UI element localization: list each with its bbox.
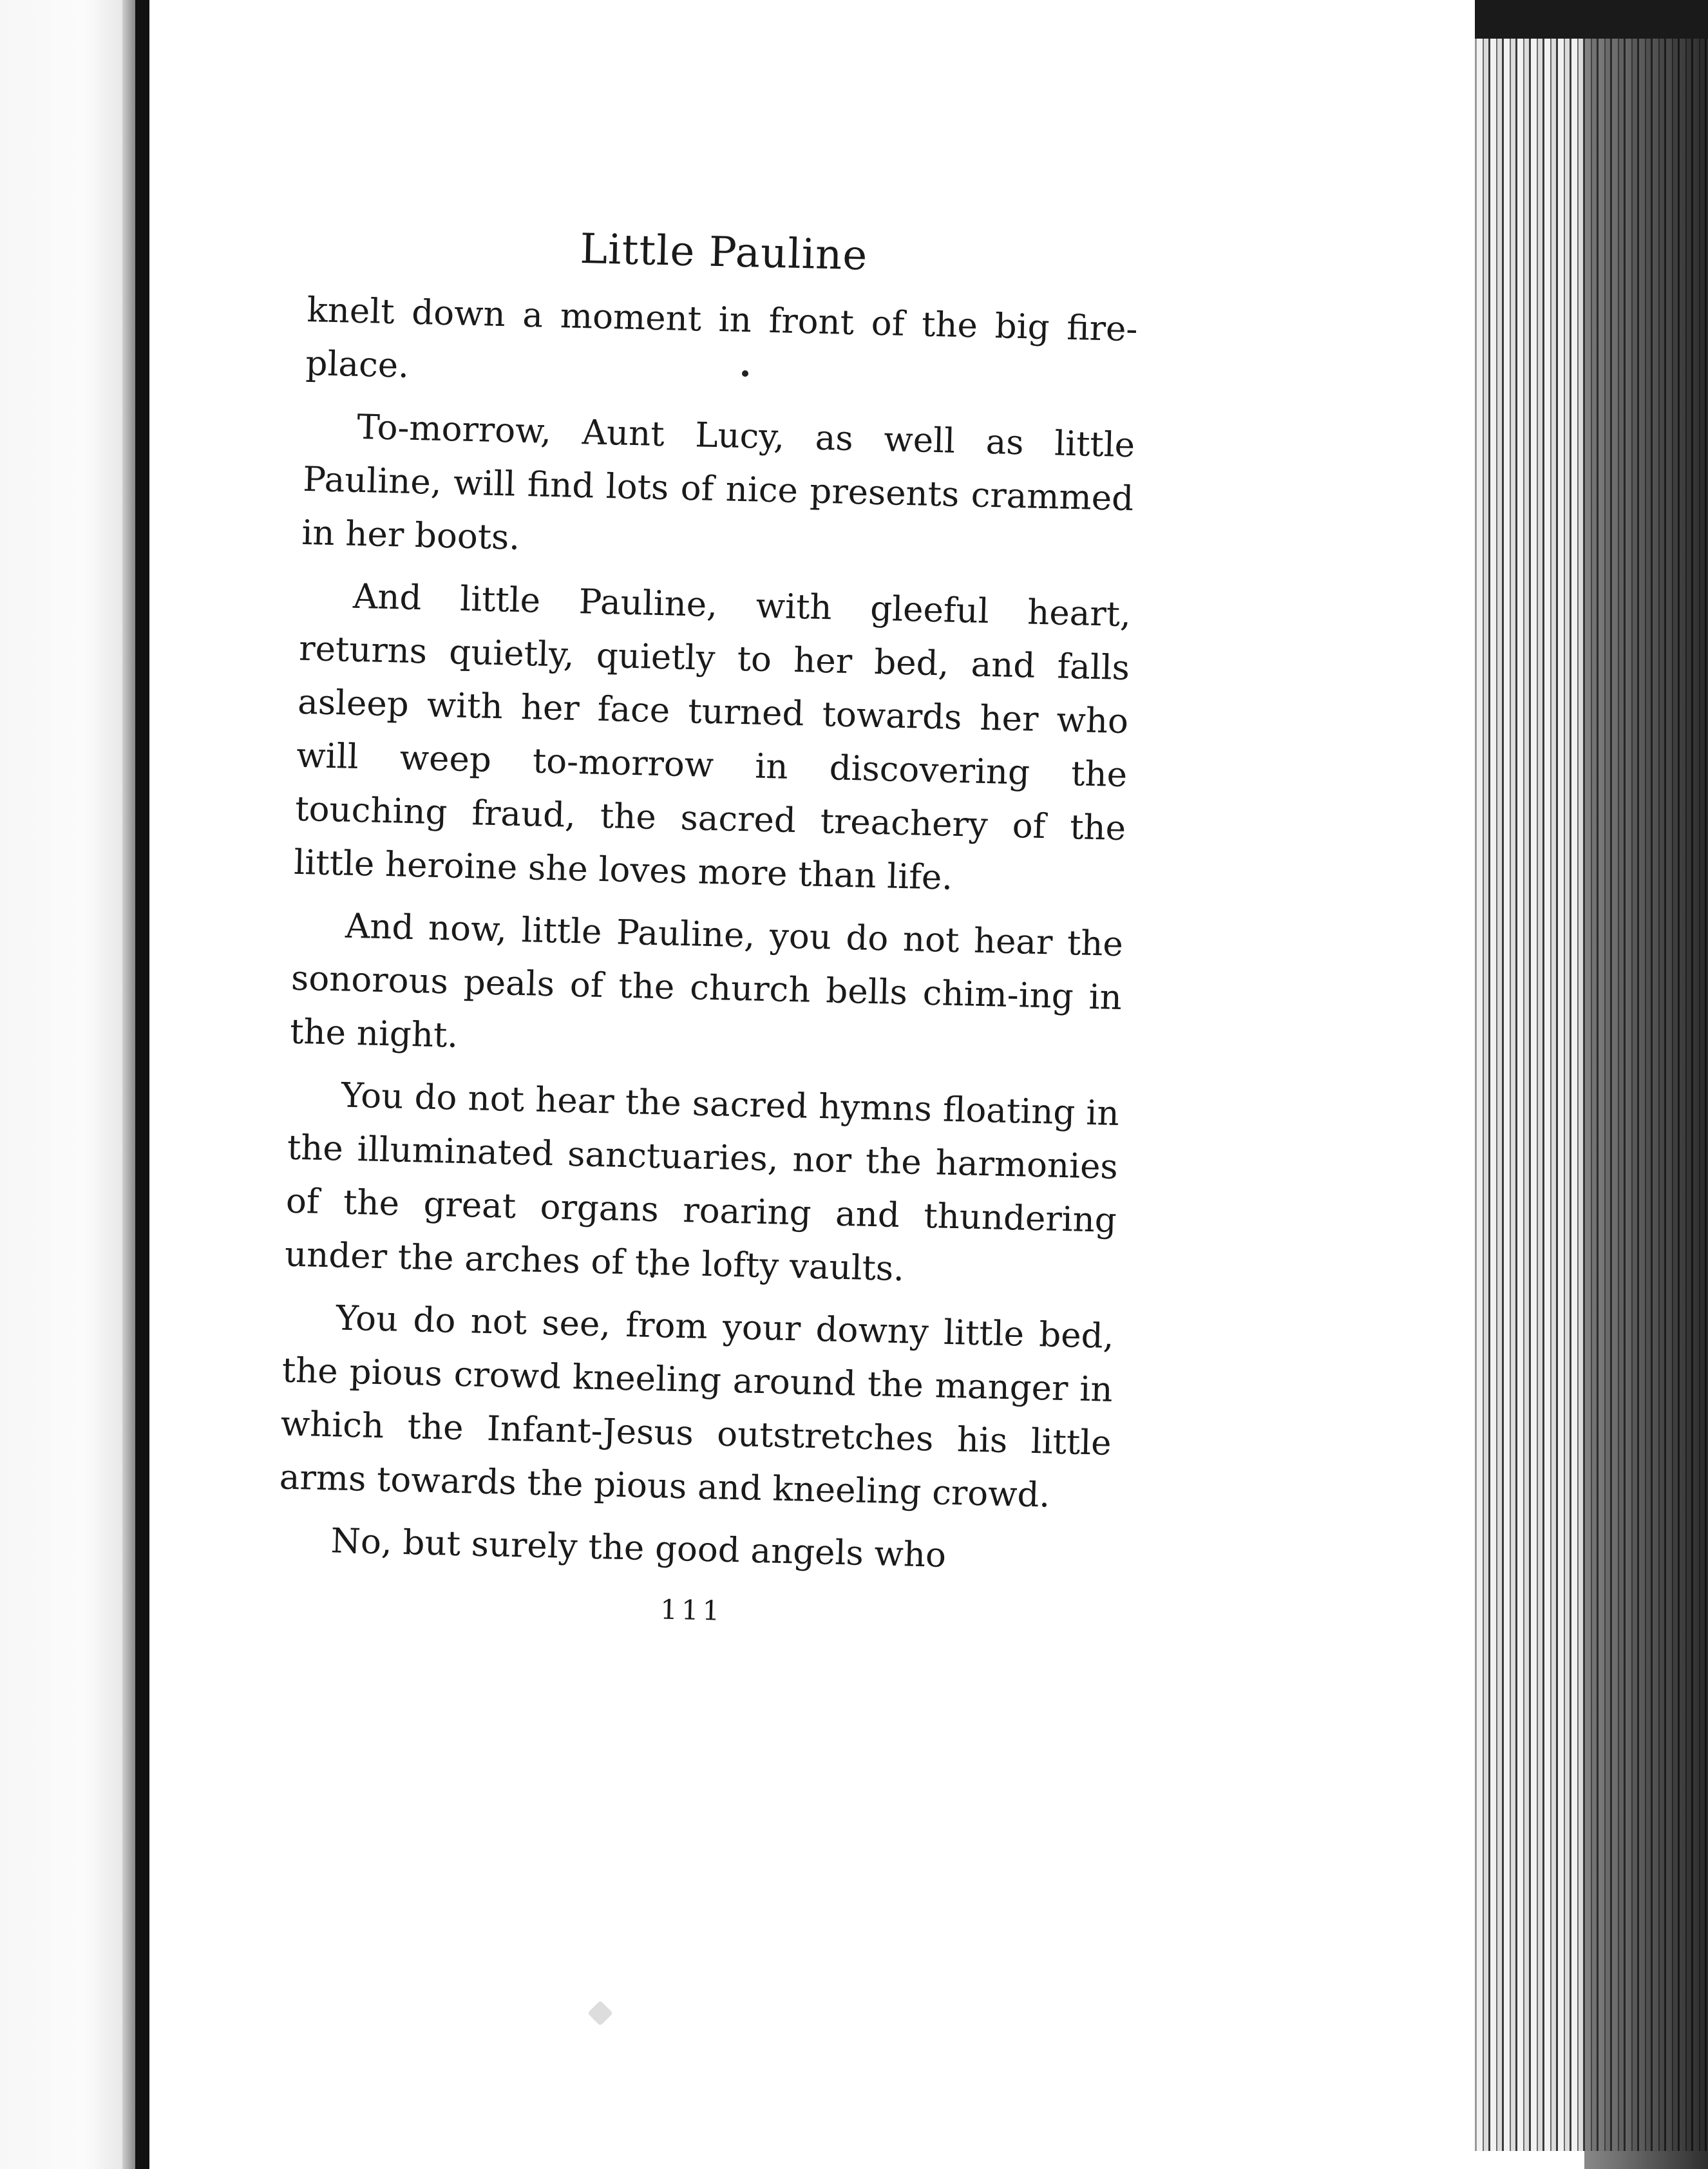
paragraph: No, but surely the good angels who xyxy=(330,1521,947,1575)
left-facing-page xyxy=(0,0,122,2169)
book-gutter xyxy=(122,0,135,2169)
running-head: Little Pauline xyxy=(579,225,869,280)
paragraph: To-morrow, Aunt Lucy, as well as little Pauline, will find lots of nice presents crammed in her boots. xyxy=(301,407,1135,558)
paragraph: You do not hear the sacred hymns floating in the illuminated sanctuaries, nor the harmonies of the great organs roaring and thundering under the arches of the lofty vaults. xyxy=(284,1075,1120,1289)
paragraph: You do not see, from your downy little bed, the pious crowd kneeling around the manger in which the Infant-Jesus outstretches his little arms towards the pious and kneeling crowd. xyxy=(279,1298,1115,1515)
page-edges-shadow xyxy=(1584,0,1708,2169)
page-number: 111 xyxy=(659,1593,724,1627)
paragraph: knelt down a moment in front of the big fire-place. xyxy=(305,290,1139,386)
page-text xyxy=(276,219,1140,1636)
gutter-shadow xyxy=(135,0,149,2169)
paragraph: And now, little Pauline, you do not hear the sonorous peals of the church bells chim-ing in the night. xyxy=(289,906,1124,1056)
paragraph: And little Pauline, with gleeful heart, returns quietly, quietly to her bed, and falls asleep with her face turned towards her who will weep to-morrow in discovering the touching fraud, the sacred treachery of the little heroine she loves more than life. xyxy=(293,576,1132,898)
scan-border-top-right xyxy=(1475,0,1708,39)
